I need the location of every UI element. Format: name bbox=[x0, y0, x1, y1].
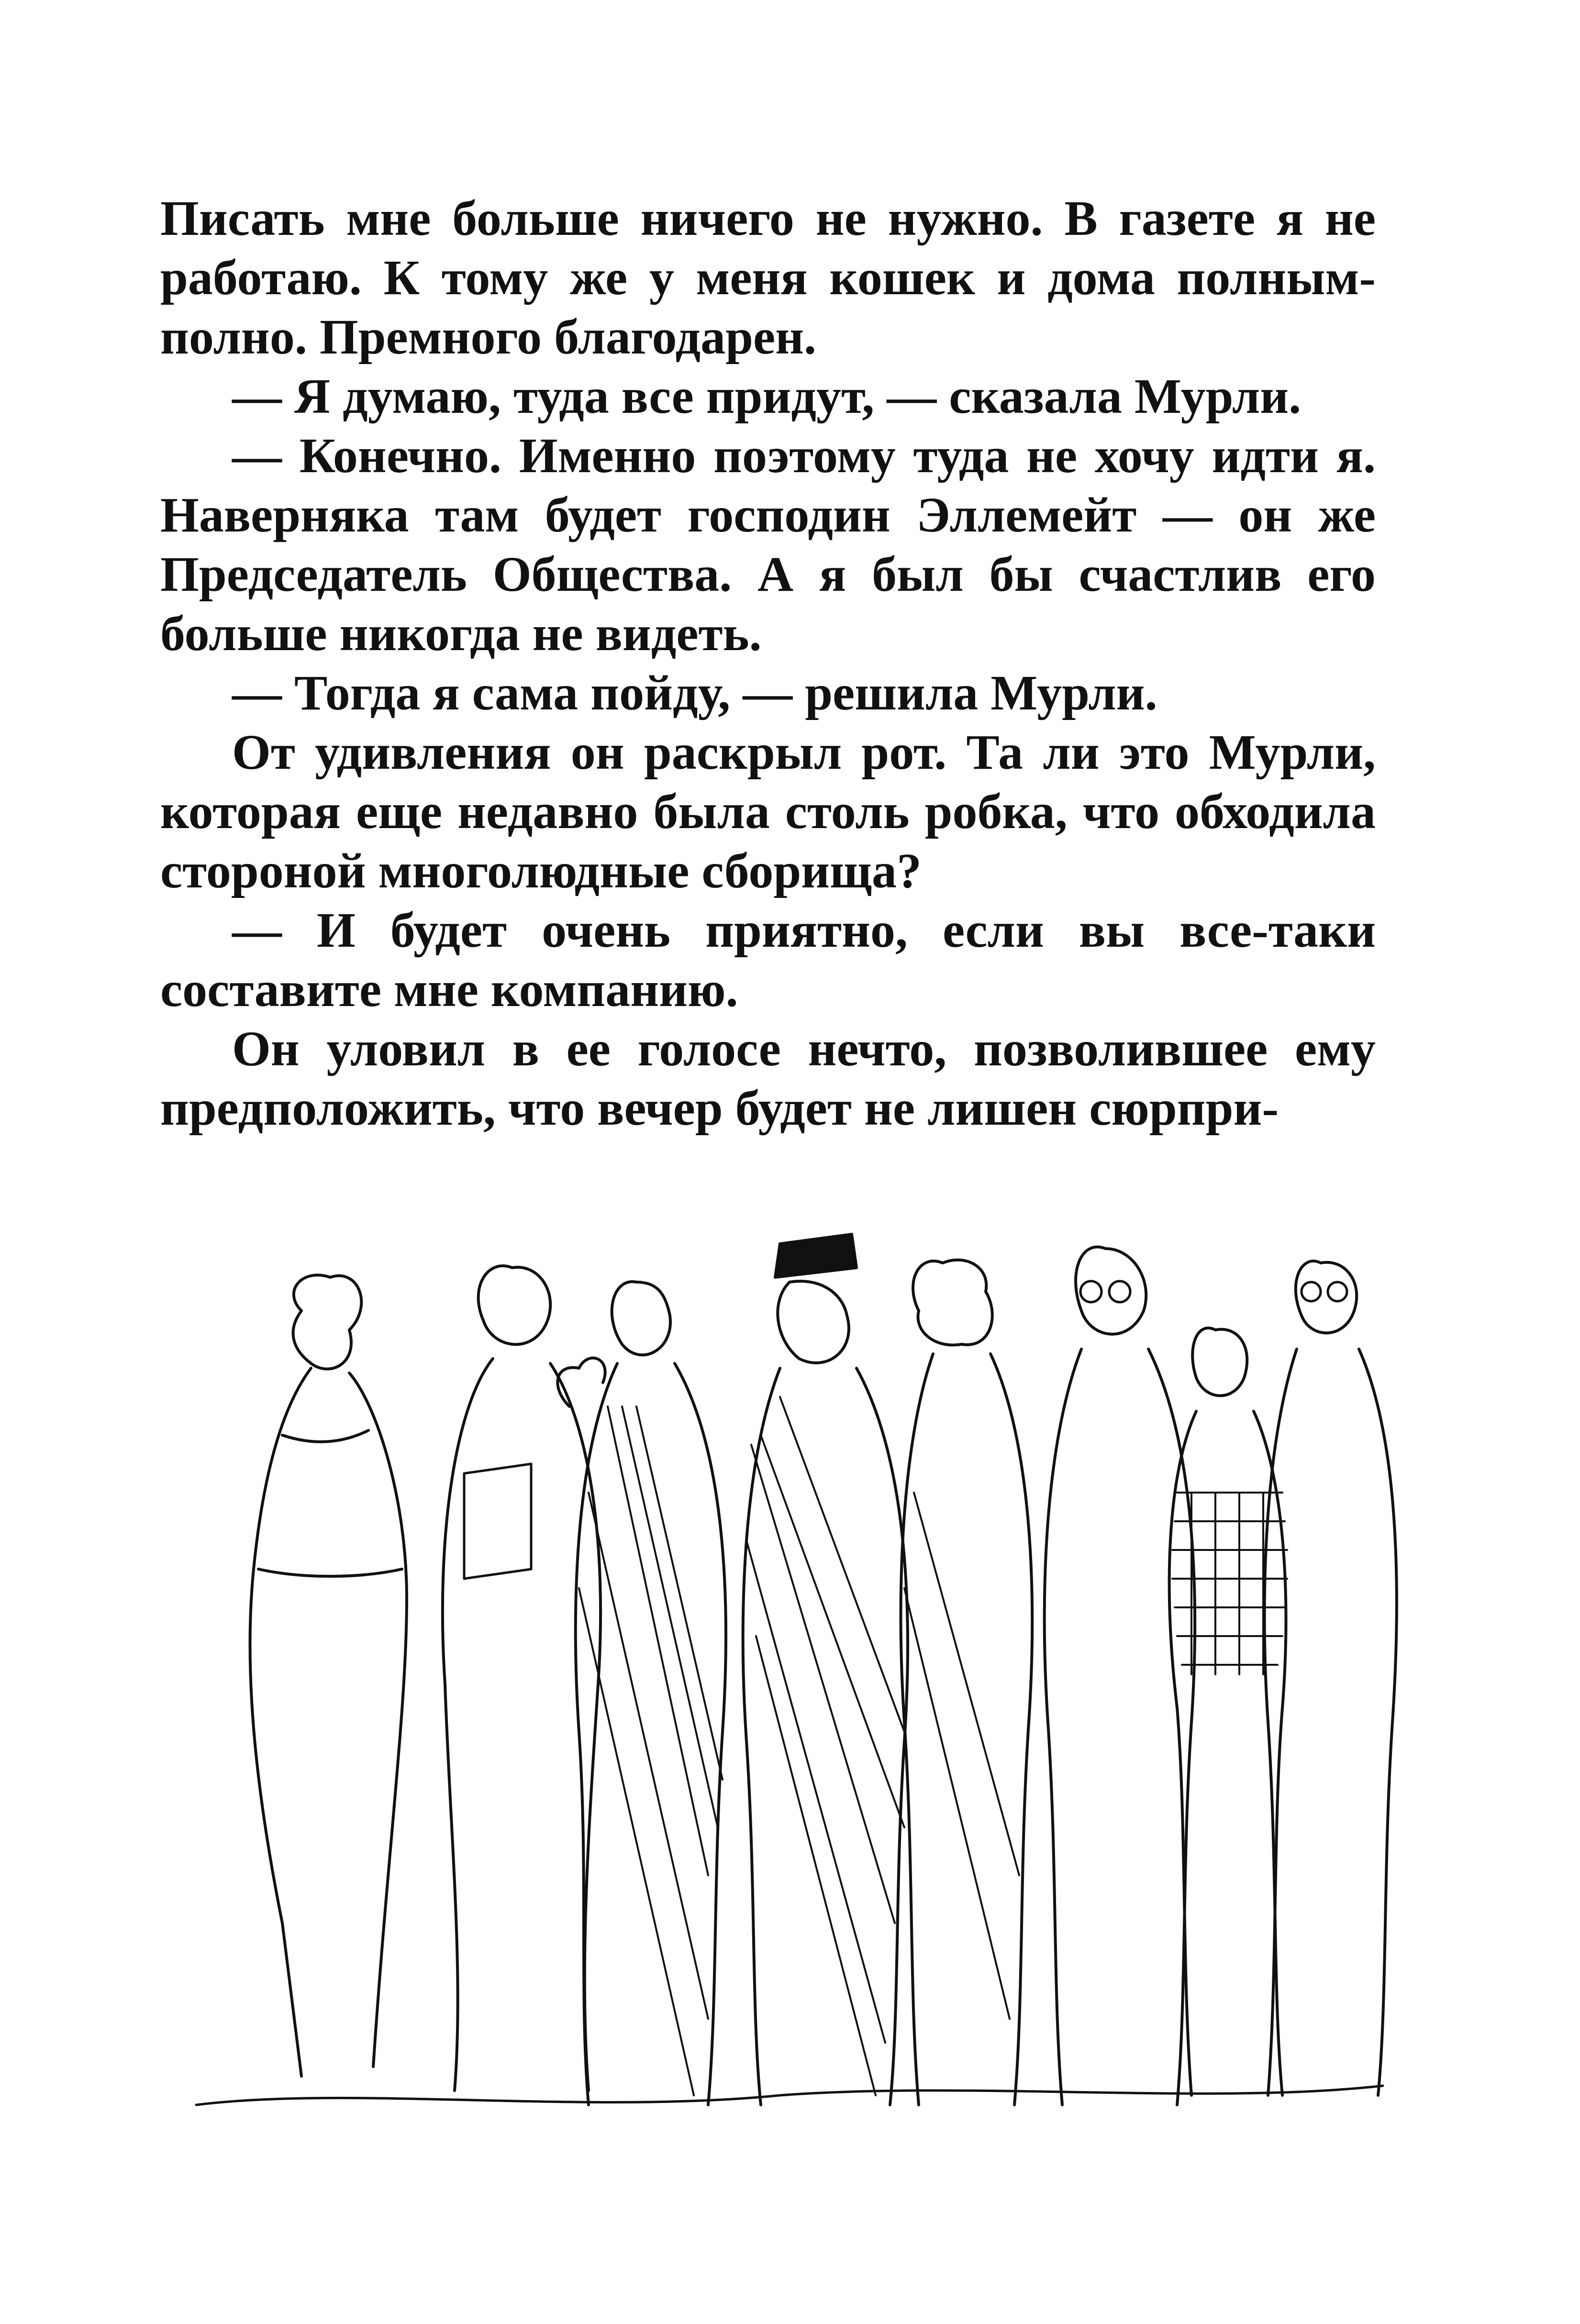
paragraph-1: Писать мне больше ничего не нужно. В газете я не работаю. К тому же у меня кошек и дома полным-полно. Премного благодарен. bbox=[160, 191, 1376, 365]
body-text bbox=[160, 189, 1376, 1138]
crowd-sketch-illustration bbox=[158, 1206, 1412, 2162]
paragraph-3: — Конечно. Именно поэтому туда не хочу идти я. Наверняка там будет господин Эллемейт — он же Председатель Общества. А я был бы счастлив его больше никогда не видеть. bbox=[160, 428, 1376, 661]
crowd-sketch-icon bbox=[158, 1206, 1412, 2162]
paragraph-4: — Тогда я сама пойду, — решила Мурли. bbox=[232, 665, 1157, 720]
paragraph-7: Он уловил в ее голосе нечто, позволившее ему предположить, что вечер будет не лишен сюрпри- bbox=[160, 1021, 1376, 1136]
paragraph-5: От удивления он раскрыл рот. Та ли это Мурли, которая еще недавно была столь робка, что обходила стороной многолюдные сборища? bbox=[160, 725, 1376, 898]
paragraph-2: — Я думаю, туда все придут, — сказала Мурли. bbox=[232, 369, 1302, 424]
paragraph-6: — И будет очень приятно, если вы все-таки составите мне компанию. bbox=[160, 903, 1376, 1017]
